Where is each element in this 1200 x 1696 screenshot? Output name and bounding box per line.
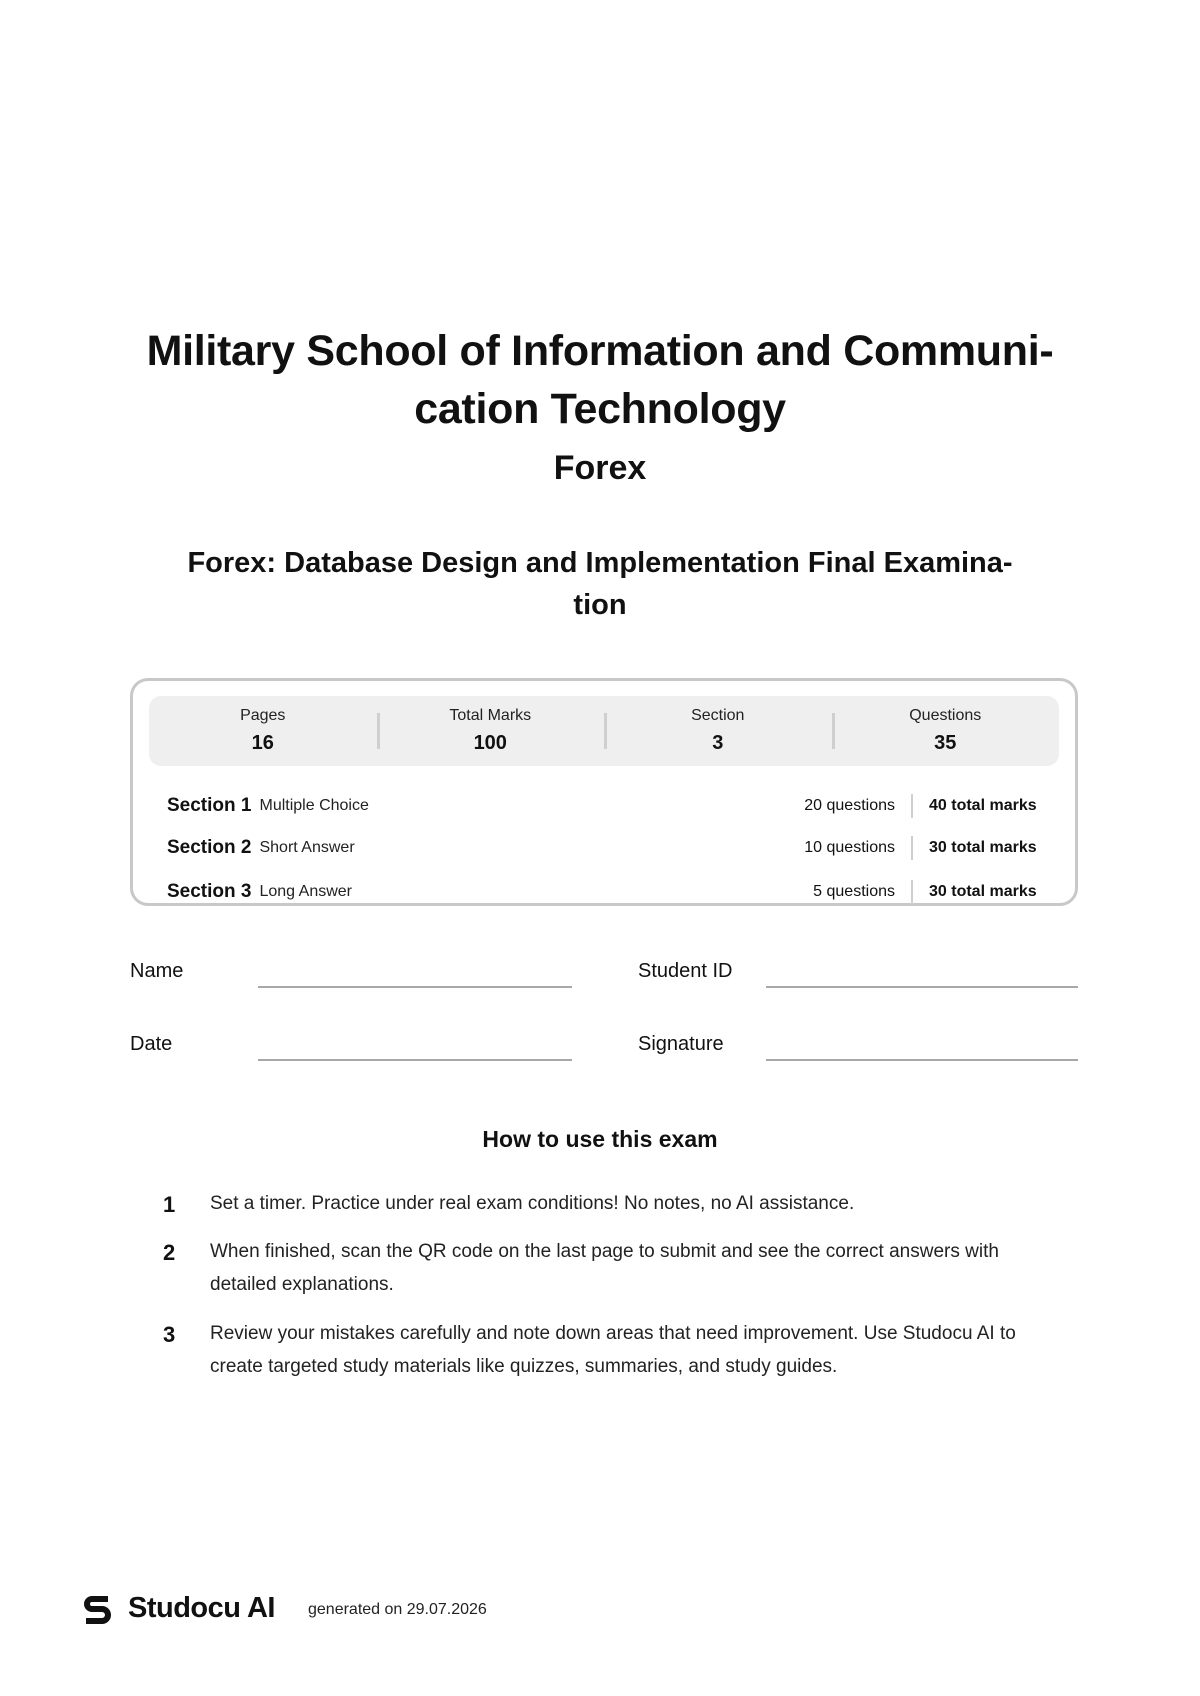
stats-bar — [149, 696, 1059, 766]
signature-label: Signature — [638, 1033, 724, 1055]
section-row-2 — [167, 833, 1047, 863]
section-marks: 40 total marks — [929, 797, 1037, 814]
studocu-logo-icon — [78, 1590, 116, 1628]
section-name: Section 3 — [167, 881, 252, 902]
section-name: Section 2 — [167, 837, 252, 858]
student-id-label: Student ID — [638, 960, 733, 982]
stat-value: 16 — [251, 732, 274, 754]
section-meta — [775, 880, 1047, 904]
stat-label: Questions — [909, 707, 982, 724]
section-row-1 — [167, 791, 1047, 821]
exam-summary-card — [130, 678, 1078, 906]
stat-pages — [149, 696, 377, 766]
name-field[interactable] — [258, 986, 572, 988]
section-questions: 5 questions — [813, 883, 895, 900]
stat-value: 3 — [712, 732, 724, 754]
step-text: Review your mistakes carefully and note down areas that need improvement. Use Studocu AI to create targeted study materials like quizzes, summaries, and study guides. — [210, 1323, 1016, 1377]
section-row-3 — [167, 877, 1047, 907]
stat-section — [604, 696, 832, 766]
date-label: Date — [130, 1033, 173, 1055]
step-text: When finished, scan the QR code on the last page to submit and see the correct answers with detailed explanations. — [210, 1241, 999, 1295]
student-id-field[interactable] — [766, 986, 1078, 988]
section-meta — [775, 794, 1047, 818]
section-name: Section 1 — [167, 795, 252, 816]
section-type: Multiple Choice — [259, 797, 369, 814]
generated-date: generated on 29.07.2026 — [308, 1601, 487, 1618]
step-number: 3 — [163, 1322, 176, 1347]
section-questions: 10 questions — [804, 839, 895, 856]
institution-title-text: Military School of Information and Communi- cation Technology — [146, 327, 1054, 433]
exam-title — [110, 542, 1090, 626]
step-number: 2 — [163, 1240, 176, 1265]
section-meta — [775, 836, 1047, 860]
signature-field[interactable] — [766, 1059, 1078, 1061]
section-type: Long Answer — [259, 883, 352, 900]
stat-questions — [832, 696, 1060, 766]
exam-title-text: Forex: Database Design and Implementation Final Examina- tion — [187, 547, 1013, 621]
howto-heading: How to use this exam — [482, 1126, 718, 1152]
step-number: 1 — [163, 1192, 176, 1217]
section-marks: 30 total marks — [929, 839, 1037, 856]
course-subtitle: Forex — [553, 449, 647, 487]
institution-title — [110, 322, 1090, 438]
name-label: Name — [130, 960, 184, 982]
step-text: Set a timer. Practice under real exam conditions! No notes, no AI assistance. — [210, 1193, 855, 1214]
stat-value: 100 — [473, 732, 507, 754]
section-type: Short Answer — [259, 839, 355, 856]
stat-label: Total Marks — [449, 707, 532, 724]
stat-label: Section — [691, 707, 745, 724]
stat-label: Pages — [240, 707, 286, 724]
stat-total-marks — [377, 696, 605, 766]
section-questions: 20 questions — [804, 797, 895, 814]
brand-name: Studocu AI — [128, 1592, 275, 1624]
stat-value: 35 — [934, 732, 957, 754]
date-field[interactable] — [258, 1059, 572, 1061]
section-marks: 30 total marks — [929, 883, 1037, 900]
